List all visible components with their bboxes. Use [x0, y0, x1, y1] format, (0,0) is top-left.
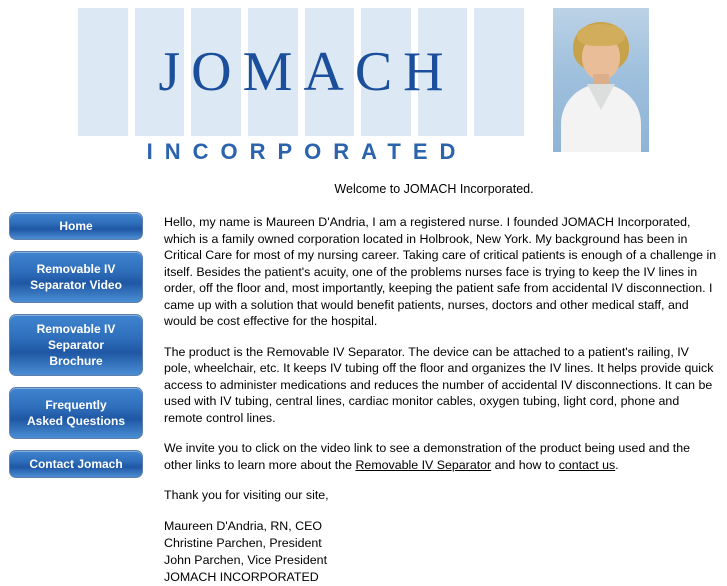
- signature-line: Maureen D'Andria, RN, CEO: [164, 518, 322, 533]
- signature-line: Christine Parchen, President: [164, 535, 322, 550]
- link-removable-iv-separator[interactable]: Removable IV Separator: [355, 457, 492, 472]
- founder-portrait-image: [553, 8, 649, 152]
- paragraph-intro: Hello, my name is Maureen D'Andria, I am a registered nurse. I founded JOMACH Incorporated, which is a family owned corporation located in Holbrook, New York. My background has been in Critical Care for most of my nursing career. Taking care of critical patients is enough of a challenge in itself. Besides the patient's acuity, one of the problems nurses face is trying to keep the IV lines in order, off the floor and, most importantly, keeping the patient safe from accidental IV disconnection. I came up with a solution that would benefit patients, nurses, doctors and other medical staff, and would be cost effective for the hospital.: [164, 215, 717, 328]
- sidebar-item-label-line2: Asked Questions: [26, 414, 126, 428]
- invitation-text-part2: and how to: [491, 457, 559, 472]
- sidebar-nav: [9, 212, 143, 489]
- signature-line: John Parchen, Vice President: [164, 552, 328, 567]
- paragraph-product: The product is the Removable IV Separator. The device can be attached to a patient's railing, IV pole, wheelchair, etc. It keeps IV tubing off the floor and organizes the IV lines. It helps provide quick access to administer medications and reduces the number of accidental IV disconnections. It can be used with IV tubing, central lines, cardiac monitor cables, oxygen tubing, light cord, phone and remote control lines.: [164, 344, 714, 425]
- invitation-text-part3: .: [615, 457, 619, 472]
- portrait-fringe: [577, 24, 625, 46]
- sidebar-item-label-line1: Removable IV: [36, 262, 116, 276]
- paragraph-invitation: [164, 440, 718, 473]
- sidebar-item-removable-iv-separator-brochure[interactable]: [9, 314, 143, 376]
- sidebar-item-label-line1: Frequently: [45, 398, 107, 412]
- sidebar-item-label: Home: [59, 219, 93, 233]
- signature-block: [164, 518, 718, 586]
- sidebar-item-label-line1: Removable IV: [36, 322, 116, 336]
- welcome-line: Welcome to JOMACH Incorporated.: [334, 182, 534, 196]
- logo-subtext: INCORPORATED: [146, 139, 468, 164]
- site-header: [0, 0, 727, 172]
- company-logo: [78, 8, 524, 168]
- sidebar-item-label-line2: Separator Video: [30, 278, 122, 292]
- sidebar-item-home[interactable]: [9, 212, 143, 240]
- signature-line: JOMACH INCORPORATED: [164, 569, 319, 584]
- sidebar-item-contact-jomach[interactable]: [9, 450, 143, 478]
- main-content: [164, 214, 718, 586]
- link-contact-us[interactable]: contact us: [558, 457, 616, 472]
- sidebar-item-label-line3: Brochure: [49, 354, 103, 368]
- invitation-text-part1: We invite you to click on the video link to see a demonstration of the product being used and the other links to learn more about the: [164, 441, 691, 472]
- sidebar-item-frequently-asked-questions[interactable]: [9, 387, 143, 439]
- paragraph-thanks: Thank you for visiting our site,: [164, 488, 329, 502]
- logo-wordmark: JOMACH: [158, 41, 455, 103]
- sidebar-item-label: Contact Jomach: [29, 457, 123, 471]
- sidebar-item-removable-iv-separator-video[interactable]: [9, 251, 143, 303]
- sidebar-item-label-line2: Separator: [47, 338, 104, 352]
